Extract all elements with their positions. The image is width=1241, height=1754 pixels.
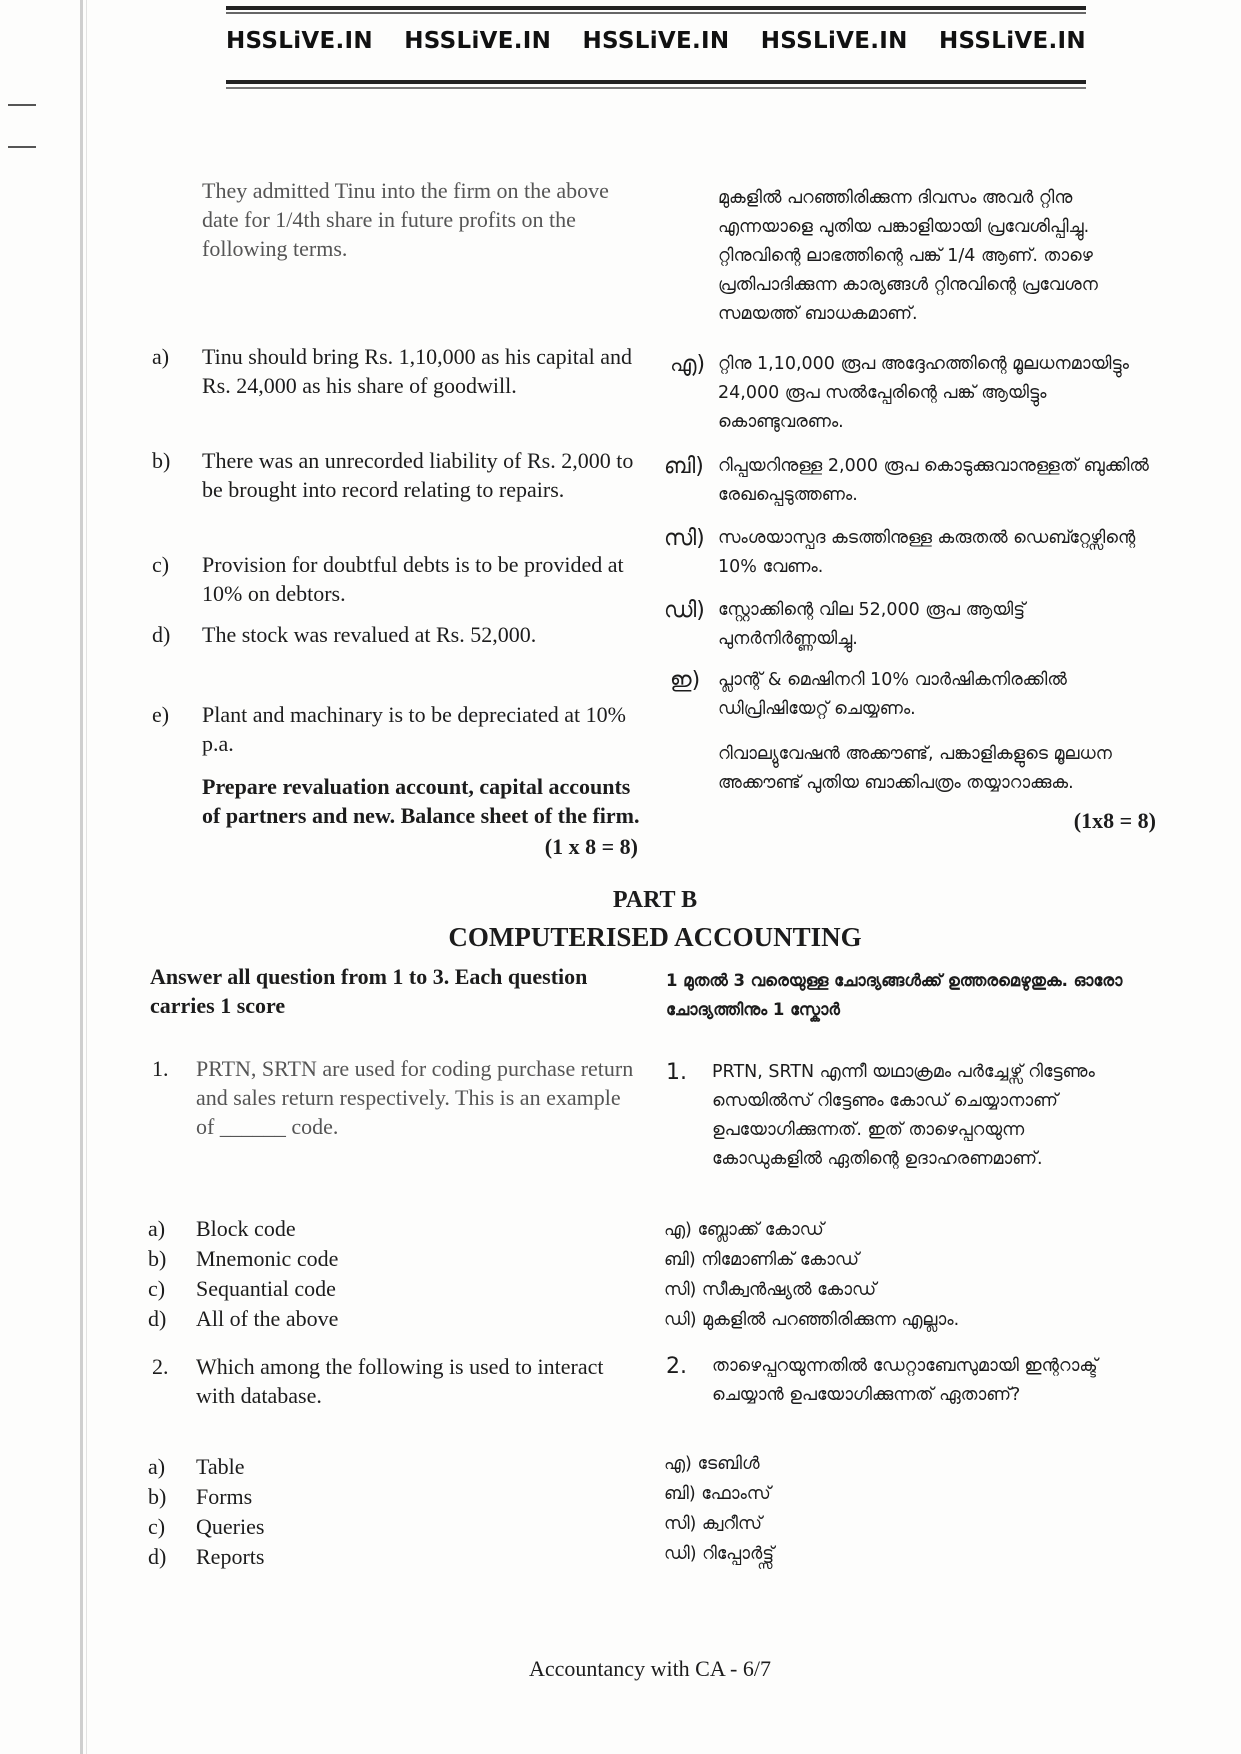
watermark-text: HSSLiVE.IN: [760, 28, 908, 54]
question-number: 2.: [152, 1354, 169, 1379]
option-text-ml: ഡി) മുകളിൽ പറഞ്ഞിരിക്കുന്ന എല്ലാം.: [664, 1310, 960, 1330]
option-text: Reports: [196, 1544, 265, 1569]
term-text: Tinu should bring Rs. 1,10,000 as his capital and Rs. 24,000 as his share of goodwill.: [202, 344, 633, 398]
term-label-ml: എ): [670, 352, 706, 377]
term-label-ml: ബി): [664, 454, 704, 479]
part-b-instruction-english: Answer all question from 1 to 3. Each question carries 1 score: [150, 964, 588, 1018]
banner-rule: [226, 6, 1086, 10]
term-label: d): [152, 622, 171, 647]
option-text-ml: സി) സീക്വൻഷ്യൽ കോഡ്: [664, 1280, 877, 1300]
term-text-ml: സ്റ്റോക്കിന്റെ വില 52,000 രൂപ ആയിട്ട് പുനർനിർണ്ണയിച്ചു.: [718, 600, 1026, 649]
option-text: Block code: [196, 1216, 296, 1241]
option-label: d): [148, 1544, 167, 1569]
scan-edge-inner: [86, 0, 87, 1754]
score-malayalam: (1x8 = 8): [1073, 808, 1156, 833]
banner-rule: [226, 12, 1086, 14]
term-text: Provision for doubtful debts is to be provided at 10% on debtors.: [202, 552, 624, 606]
page-footer: Accountancy with CA - 6/7: [529, 1656, 771, 1681]
watermark-text: HSSLiVE.IN: [404, 28, 552, 54]
watermark-text: HSSLiVE.IN: [582, 28, 730, 54]
term-label-ml: സി): [664, 526, 705, 551]
term-text: Plant and machinary is to be depreciated at 10% p.a.: [202, 702, 626, 756]
margin-tick: [8, 104, 36, 106]
scan-edge: [80, 0, 83, 1754]
option-text: All of the above: [196, 1306, 339, 1331]
term-text-ml: പ്ലാന്റ് & മെഷിനറി 10% വാർഷികനിരക്കിൽ ഡിപ്രിഷിയേറ്റ് ചെയ്യണം.: [718, 670, 1067, 719]
option-text-ml: ബി) നിമോണിക് കോഡ്: [664, 1250, 859, 1270]
option-text-ml: ബി) ഫോംസ്: [664, 1484, 771, 1504]
question-number: 1.: [152, 1056, 169, 1081]
option-text-ml: സി) ക്വറീസ്: [664, 1514, 762, 1534]
question-2-text-ml: താഴെപ്പറയുന്നതിൽ ഡേറ്റാബേസുമായി ഇന്ററാക്ട് ചെയ്യാൻ ഉപയോഗിക്കുന്നത് ഏതാണ്?: [712, 1356, 1098, 1405]
banner-rule: [226, 80, 1086, 84]
part-b-instruction-malayalam: 1 മുതൽ 3 വരെയുള്ള ചോദ്യങ്ങൾക്ക് ഉത്തരമെഴുതുക. ഓരോ ചോദ്യത്തിനും 1 സ്കോർ: [666, 971, 1123, 1019]
question-number-ml: 2.: [666, 1354, 687, 1379]
option-label: b): [148, 1484, 167, 1509]
question-1-text-ml: PRTN, SRTN എന്നീ യഥാക്രമം പർച്ചേഴ്സ് റിട്ടേണും സെയിൽസ് റിട്ടേണും കോഡ് ചെയ്യാനാണ് ഉപയോഗിക്കുന്നത്. ഇത് താഴെപ്പറയുന്ന കോഡുകളിൽ ഏതിന്റെ ഉദാഹരണമാണ്.: [712, 1062, 1095, 1169]
option-text: Forms: [196, 1484, 253, 1509]
option-text: Table: [196, 1454, 245, 1479]
option-text-ml: ഡി) റിപ്പോർട്ട്സ്: [664, 1544, 775, 1564]
term-label: b): [152, 448, 171, 473]
term-text: There was an unrecorded liability of Rs. 2,000 to be brought into record relating to repairs.: [202, 448, 634, 502]
option-text-ml: എ) ടേബിൾ: [664, 1454, 760, 1474]
term-label: c): [152, 552, 170, 577]
intro-english: They admitted Tinu into the firm on the above date for 1/4th share in future profits on the following terms.: [202, 178, 609, 261]
term-label: a): [152, 344, 170, 369]
term-text-ml: റ്റിനു 1,10,000 രൂപ അദ്ദേഹത്തിന്റെ മൂലധനമായിട്ടും 24,000 രൂപ സൽപ്പേരിന്റെ പങ്ക് ആയിട്ടും കൊണ്ടുവരണം.: [718, 354, 1130, 432]
term-label-ml: ഡി): [664, 598, 705, 623]
instruction-malayalam: റിവാല്യുവേഷൻ അക്കൗണ്ട്, പങ്കാളികളുടെ മൂലധന അക്കൗണ്ട് പുതിയ ബാക്കിപത്രം തയ്യാറാക്കുക.: [718, 744, 1112, 793]
option-text-ml: എ) ബ്ലോക്ക് കോഡ്: [664, 1220, 824, 1240]
option-text: Sequantial code: [196, 1276, 336, 1301]
question-1-text: PRTN, SRTN are used for coding purchase return and sales return respectively. This is an example of ______ code.: [196, 1056, 634, 1139]
question-number-ml: 1.: [666, 1060, 687, 1085]
watermark-text: HSSLiVE.IN: [939, 28, 1086, 54]
margin-tick: [8, 146, 36, 148]
option-label: d): [148, 1306, 167, 1331]
instruction-english: Prepare revaluation account, capital accounts of partners and new. Balance sheet of the firm.: [202, 774, 640, 828]
watermark-text: HSSLiVE.IN: [226, 28, 373, 54]
option-text: Queries: [196, 1514, 265, 1539]
term-text-ml: സംശയാസ്പദ കടത്തിനുള്ള കരുതൽ ഡെബ്റ്റേഴ്സിന്റെ 10% വേണം.: [718, 528, 1136, 577]
intro-malayalam: മുകളിൽ പറഞ്ഞിരിക്കുന്ന ദിവസം അവർ റ്റിനു എന്നയാളെ പുതിയ പങ്കാളിയായി പ്രവേശിപ്പിച്ചു. റ്റിനുവിന്റെ ലാഭത്തിന്റെ പങ്ക് 1/4 ആണ്. താഴെ പ്രതിപാദിക്കുന്ന കാര്യങ്ങൾ റ്റിനുവിന്റെ പ്രവേശന സമയത്ത് ബാധകമാണ്.: [718, 188, 1098, 324]
option-label: a): [148, 1454, 166, 1479]
term-text-ml: റിപ്പയറിനുള്ള 2,000 രൂപ കൊടുക്കുവാനുള്ളത് ബുക്കിൽ രേഖപ്പെടുത്തണം.: [718, 456, 1149, 505]
option-label: c): [148, 1514, 166, 1539]
option-text: Mnemonic code: [196, 1246, 339, 1271]
watermark-banner: [226, 0, 1086, 92]
part-b-title: PART B: [612, 887, 698, 913]
term-text: The stock was revalued at Rs. 52,000.: [202, 622, 537, 647]
term-label-ml: ഇ): [670, 668, 701, 693]
option-label: a): [148, 1216, 166, 1241]
option-label: c): [148, 1276, 166, 1301]
option-label: b): [148, 1246, 167, 1271]
part-b-subtitle: COMPUTERISED ACCOUNTING: [448, 922, 862, 952]
banner-rule: [226, 87, 1086, 89]
term-label: e): [152, 702, 170, 727]
score-english: (1 x 8 = 8): [544, 834, 638, 859]
question-2-text: Which among the following is used to interact with database.: [196, 1354, 604, 1408]
